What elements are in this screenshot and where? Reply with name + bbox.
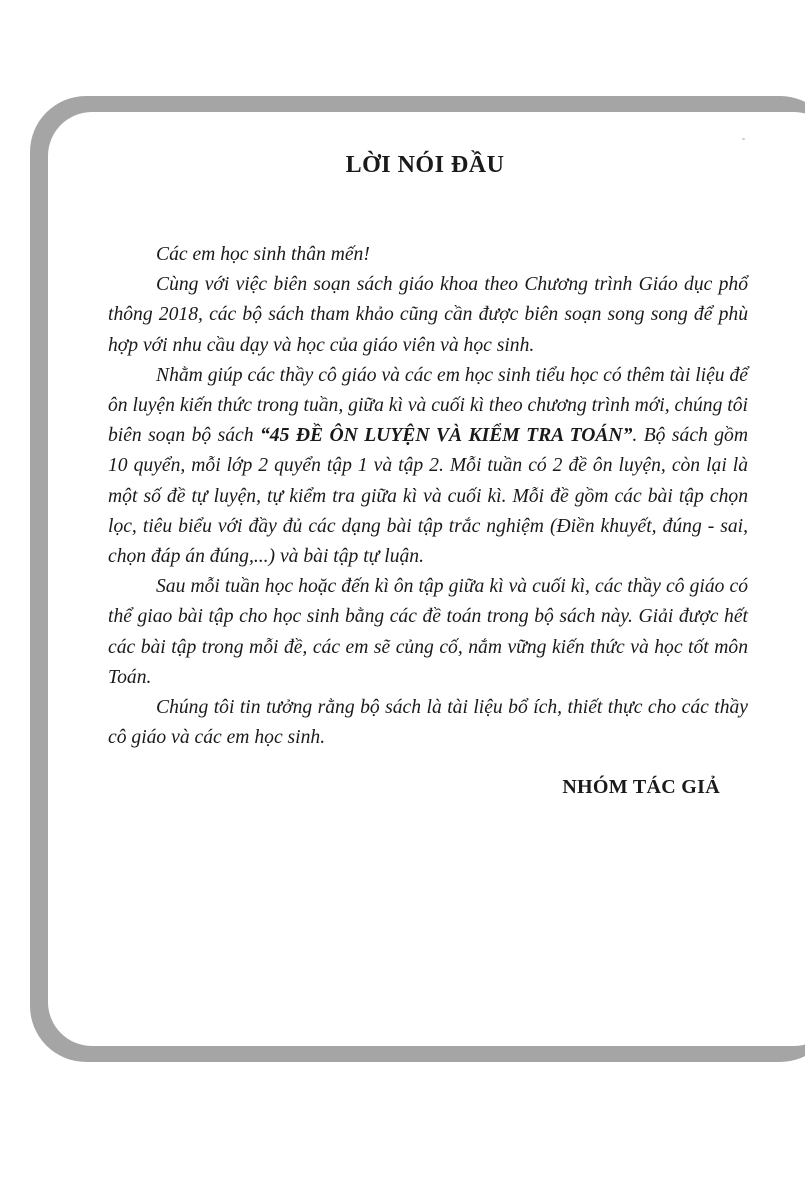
preface-body bbox=[108, 240, 748, 753]
salutation: Các em học sinh thân mến! bbox=[156, 244, 370, 265]
paragraph-3: Sau mỗi tuần học hoặc đến kì ôn tập giữa kì và cuối kì, các thầy cô giáo có thể giao bài tập cho học sinh bằng các đề toán trong bộ sách này. Giải được hết các bài tập trong mỗi đề, các em sẽ củng cố, nắm vững kiến thức và học tốt môn Toán. bbox=[108, 576, 748, 688]
scan-speck bbox=[742, 138, 745, 140]
paragraph-2 bbox=[108, 361, 748, 572]
author-signature: NHÓM TÁC GIẢ bbox=[562, 776, 720, 798]
paragraph-1: Cùng với việc biên soạn sách giáo khoa theo Chương trình Giáo dục phổ thông 2018, các bộ sách tham khảo cũng cần được biên soạn song song để phù hợp với nhu cầu dạy và học của giáo viên và học sinh. bbox=[108, 274, 748, 356]
paragraph-4: Chúng tôi tin tưởng rằng bộ sách là tài liệu bổ ích, thiết thực cho các thầy cô giáo và các em học sinh. bbox=[108, 697, 748, 749]
book-title: “45 ĐỀ ÔN LUYỆN VÀ KIỂM TRA TOÁN” bbox=[260, 425, 633, 447]
paragraph-2-start: Nhằm giúp các thầy cô giáo và các em học sinh tiểu học có thêm tài liệu để ôn luyện kiến thức trong tuần, giữa kì và cuối kì theo chương trình mới, chúng tôi biên soạn bộ sách bbox=[108, 364, 748, 447]
paragraph-2-end: . Bộ sách gồm 10 quyển, mỗi lớp 2 quyển tập 1 và tập 2. Mỗi tuần có 2 đề ôn luyện, còn lại là một số đề tự luyện, tự kiểm tra giữa kì và cuối kì. Mỗi đề gồm các bài tập chọn lọc, tiêu biểu với đầy đủ các dạng bài tập trắc nghiệm (Điền khuyết, đúng - sai, chọn đáp án đúng,...) và bài tập tự luận. bbox=[108, 425, 748, 568]
page-title: LỜI NÓI ĐẦU bbox=[345, 152, 505, 178]
